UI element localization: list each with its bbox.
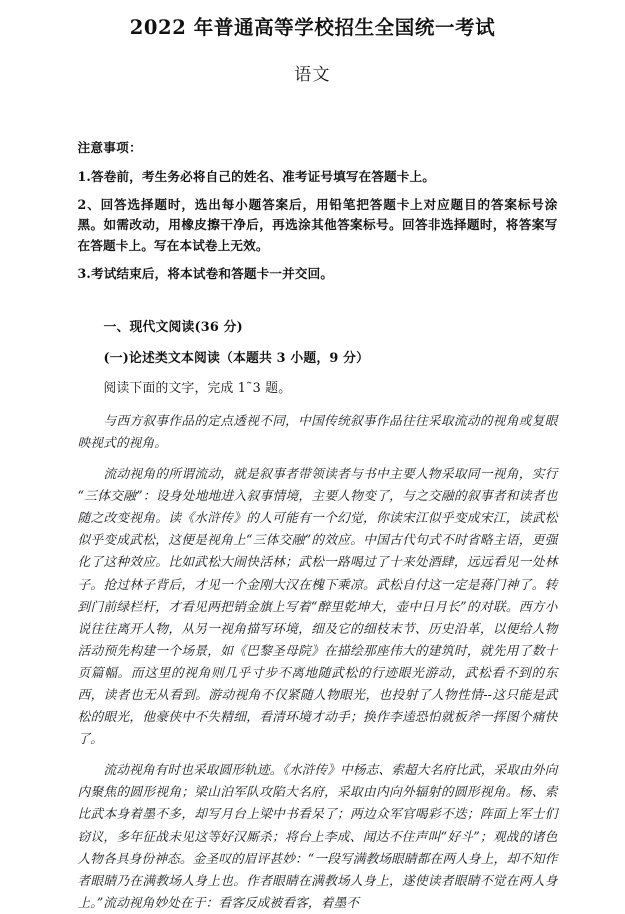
notice-item-1: 1.答卷前，考生务必将自己的姓名、准考证号填写在答题卡上。 [77, 168, 436, 184]
section-heading-part-one: 一、现代文阅读(36 分) [103, 320, 243, 336]
reading-instruction: 阅读下面的文字，完成 1˜3 题。 [103, 381, 292, 397]
notice-heading: 注意事项： [77, 139, 142, 155]
passage-paragraph-2: 流动视角的所谓流动，就是叙事者带领读者与书中主要人物采取同一视角，实行“三体交融”：设身处地地进入叙事情境，主要人物变了，与之交融的叙事者和读者也随之改变视角。读《水浒传》的人可能有一个幻觉，你读宋江似乎变成宋江，读武松似乎变成武松，这便是视角上“三体交融”的效应。中国古代句式不时省略主语，更强化了这种效应。比如武松大闹快活林；武松一路喝过了十来处酒肆，远远看见一处林子。抢过林子背后，才见一个金刚大汉在槐下乘凉。武松自付这一定是蒋门神了。转到门前绿栏杆，才看见两把销金旗上写着“醉里乾坤大，壶中日月长”的对联。西方小说往往离开人物，从另一视角描写环境，细及它的细枝末节、历史沿革，以便给人物活动预先构建一个场景，如《巴黎圣母院》在描绘那座伟大的建筑时，就先用了数十页篇幅。而这里的视角则几乎寸步不离地随武松的行迹眼光游动，武松看不到的东西，读者也无从看到。游动视角不仅紧随人物眼光，也投射了人物性情--这只能是武松的眼光，他豪侠中不失精细，看清环境才动手；换作李逵恐怕就板斧一挥图个痛快了。 [77, 466, 558, 747]
document-subject: 语文 [294, 65, 331, 86]
section-heading-subsection: (一)论述类文本阅读（本题共 3 小题，9 分） [103, 350, 370, 366]
notice-section [68, 139, 558, 285]
notice-item-3: 3.考试结束后，将本试卷和答题卡一并交回。 [77, 266, 334, 282]
document-header [0, 0, 625, 87]
notice-item-2: 2、回答选择题时，选出每小题答案后，用铅笔把答题卡上对应题目的答案标号涂黑。如需改动，用橡皮擦干净后，再选涂其他答案标号。回答非选择题时，将答案写在答题卡上。写在本试卷上无效。 [77, 196, 558, 253]
page-title: 2022 年普通高等学校招生全国统一考试 [129, 16, 496, 39]
question-sections [68, 318, 558, 399]
reading-passage [68, 410, 558, 914]
passage-paragraph-3: 流动视角有时也采取圆形轨迹。《水浒传》中杨志、索超大名府比武，采取由外向内聚焦的圆形视角；梁山泊军队攻陷大名府，采取由内向外辐射的圆形视角。杨、索比武本身着墨不多，却写月台上梁中书看呆了；两边众军官喝彩不迭；阵面上军士们窃议，多年征战未见这等好汉厮杀；将台上李成、闻达不住声叫“好斗”；观战的诸色人物各具身份神态。金圣叹的眉评甚妙：“一段写满教场眼睛都在两人身上，却不知作者眼睛乃在满教场人身上也。作者眼睛在满教场人身上，遂使读者眼睛不觉在两人身上。”流动视角妙处在于：看客反成被看客，着墨不 [77, 762, 558, 910]
passage-paragraph-1: 与西方叙事作品的定点透视不同，中国传统叙事作品往往采取流动的视角或复眼映视式的视角。 [77, 412, 558, 450]
